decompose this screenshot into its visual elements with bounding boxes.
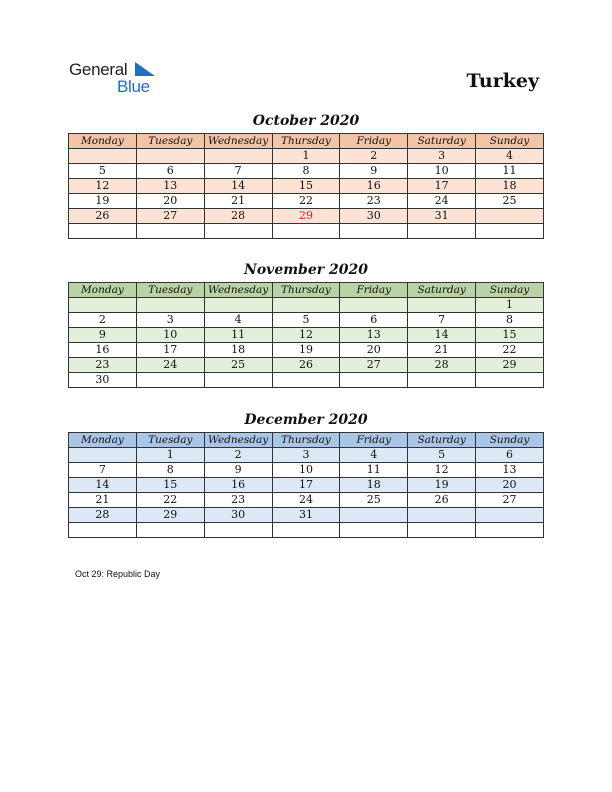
weekday-header: Saturday <box>408 283 476 298</box>
day-cell <box>204 224 272 239</box>
day-cell: 24 <box>272 493 340 508</box>
day-cell <box>136 523 204 538</box>
day-cell: 14 <box>69 478 137 493</box>
day-cell: 26 <box>408 493 476 508</box>
day-cell: 27 <box>340 358 408 373</box>
day-cell <box>340 224 408 239</box>
day-cell <box>272 523 340 538</box>
logo-triangle-icon <box>135 62 155 76</box>
day-cell: 31 <box>408 209 476 224</box>
day-cell: 5 <box>272 313 340 328</box>
week-row <box>69 373 544 388</box>
day-cell: 2 <box>69 313 137 328</box>
day-cell: 9 <box>69 328 137 343</box>
day-cell: 24 <box>136 358 204 373</box>
day-cell: 16 <box>204 478 272 493</box>
day-cell: 11 <box>476 164 544 179</box>
week-row <box>69 523 544 538</box>
logo-text-blue: Blue <box>117 77 150 96</box>
day-cell <box>340 523 408 538</box>
weekday-header: Tuesday <box>136 283 204 298</box>
day-cell: 3 <box>272 448 340 463</box>
day-cell <box>204 373 272 388</box>
day-cell <box>272 224 340 239</box>
day-cell <box>476 209 544 224</box>
day-cell: 22 <box>476 343 544 358</box>
weekday-header: Monday <box>69 433 137 448</box>
day-cell <box>69 523 137 538</box>
day-cell: 4 <box>204 313 272 328</box>
day-cell: 18 <box>340 478 408 493</box>
weekday-header-row <box>69 283 544 298</box>
weekday-header: Saturday <box>408 134 476 149</box>
generalblue-logo <box>69 60 159 96</box>
day-cell <box>204 298 272 313</box>
week-row <box>69 194 544 209</box>
weekday-header: Tuesday <box>136 433 204 448</box>
day-cell: 12 <box>272 328 340 343</box>
day-cell: 5 <box>408 448 476 463</box>
weekday-header: Tuesday <box>136 134 204 149</box>
day-cell: 10 <box>408 164 476 179</box>
weekday-header: Sunday <box>476 134 544 149</box>
day-cell: 9 <box>204 463 272 478</box>
day-cell: 31 <box>272 508 340 523</box>
weekday-header: Saturday <box>408 433 476 448</box>
day-cell <box>272 298 340 313</box>
weekday-header: Wednesday <box>204 283 272 298</box>
day-cell <box>272 373 340 388</box>
day-cell: 29 <box>136 508 204 523</box>
day-cell <box>408 224 476 239</box>
day-cell: 25 <box>476 194 544 209</box>
day-cell: 19 <box>272 343 340 358</box>
week-row <box>69 149 544 164</box>
week-row <box>69 463 544 478</box>
day-cell: 1 <box>272 149 340 164</box>
day-cell: 30 <box>340 209 408 224</box>
calendar-november <box>68 282 544 388</box>
day-cell: 17 <box>272 478 340 493</box>
day-cell: 13 <box>340 328 408 343</box>
week-row <box>69 343 544 358</box>
day-cell: 3 <box>136 313 204 328</box>
weekday-header-row <box>69 134 544 149</box>
day-cell: 16 <box>340 179 408 194</box>
week-row <box>69 164 544 179</box>
weekday-header: Monday <box>69 134 137 149</box>
day-cell: 2 <box>340 149 408 164</box>
weekday-header: Wednesday <box>204 134 272 149</box>
weekday-header: Friday <box>340 134 408 149</box>
day-cell: 12 <box>69 179 137 194</box>
day-cell: 15 <box>476 328 544 343</box>
day-cell: 10 <box>272 463 340 478</box>
calendar-december <box>68 432 544 538</box>
country-title: Turkey <box>466 70 539 92</box>
day-cell: 27 <box>476 493 544 508</box>
day-cell: 28 <box>204 209 272 224</box>
day-cell: 14 <box>408 328 476 343</box>
day-cell: 24 <box>408 194 476 209</box>
day-cell <box>340 298 408 313</box>
week-row <box>69 478 544 493</box>
day-cell <box>136 298 204 313</box>
day-cell: 22 <box>136 493 204 508</box>
week-row <box>69 313 544 328</box>
day-cell <box>69 149 137 164</box>
day-cell <box>136 373 204 388</box>
day-cell: 8 <box>272 164 340 179</box>
day-cell: 28 <box>408 358 476 373</box>
day-cell: 2 <box>204 448 272 463</box>
day-cell <box>476 224 544 239</box>
day-cell <box>476 508 544 523</box>
day-cell: 1 <box>476 298 544 313</box>
day-cell: 4 <box>476 149 544 164</box>
day-cell: 9 <box>340 164 408 179</box>
weekday-header: Friday <box>340 433 408 448</box>
weekday-header: Sunday <box>476 433 544 448</box>
day-cell: 17 <box>136 343 204 358</box>
day-cell: 7 <box>69 463 137 478</box>
week-row <box>69 298 544 313</box>
day-cell: 17 <box>408 179 476 194</box>
day-cell: 30 <box>204 508 272 523</box>
day-cell: 1 <box>136 448 204 463</box>
holiday-note: Oct 29: Republic Day <box>75 569 161 579</box>
day-cell: 6 <box>340 313 408 328</box>
week-row <box>69 224 544 239</box>
day-cell: 16 <box>69 343 137 358</box>
day-cell <box>476 373 544 388</box>
day-cell <box>408 373 476 388</box>
day-cell: 21 <box>204 194 272 209</box>
day-cell: 12 <box>408 463 476 478</box>
week-row <box>69 493 544 508</box>
day-cell: 18 <box>476 179 544 194</box>
week-row <box>69 448 544 463</box>
day-cell: 23 <box>69 358 137 373</box>
day-cell: 26 <box>272 358 340 373</box>
week-row <box>69 328 544 343</box>
day-cell: 7 <box>408 313 476 328</box>
day-cell: 23 <box>340 194 408 209</box>
day-cell <box>69 448 137 463</box>
day-cell: 21 <box>69 493 137 508</box>
day-cell: 20 <box>136 194 204 209</box>
day-cell: 15 <box>136 478 204 493</box>
day-cell: 19 <box>69 194 137 209</box>
day-cell: 8 <box>136 463 204 478</box>
day-cell: 8 <box>476 313 544 328</box>
day-cell: 18 <box>204 343 272 358</box>
day-cell: 22 <box>272 194 340 209</box>
day-cell: 20 <box>340 343 408 358</box>
day-cell: 6 <box>476 448 544 463</box>
day-cell: 26 <box>69 209 137 224</box>
day-cell: 30 <box>69 373 137 388</box>
day-cell <box>408 523 476 538</box>
day-cell <box>204 523 272 538</box>
day-cell <box>136 149 204 164</box>
day-cell: 25 <box>340 493 408 508</box>
weekday-header: Monday <box>69 283 137 298</box>
day-cell <box>476 523 544 538</box>
week-row <box>69 179 544 194</box>
logo-text-general: General <box>69 60 128 79</box>
day-cell <box>340 373 408 388</box>
day-cell: 13 <box>136 179 204 194</box>
weekday-header: Friday <box>340 283 408 298</box>
day-cell: 13 <box>476 463 544 478</box>
day-cell: 14 <box>204 179 272 194</box>
week-row <box>69 508 544 523</box>
day-cell: 29 <box>476 358 544 373</box>
day-cell: 11 <box>340 463 408 478</box>
calendar-october <box>68 133 544 239</box>
day-cell: 19 <box>408 478 476 493</box>
day-cell: 5 <box>69 164 137 179</box>
holiday-day-cell: 29 <box>272 209 340 224</box>
month-title: October 2020 <box>252 113 360 129</box>
weekday-header: Wednesday <box>204 433 272 448</box>
weekday-header: Thursday <box>272 433 340 448</box>
day-cell: 27 <box>136 209 204 224</box>
day-cell: 10 <box>136 328 204 343</box>
month-title: November 2020 <box>244 262 368 278</box>
day-cell: 21 <box>408 343 476 358</box>
day-cell: 4 <box>340 448 408 463</box>
day-cell: 7 <box>204 164 272 179</box>
day-cell <box>136 224 204 239</box>
day-cell <box>408 508 476 523</box>
day-cell: 15 <box>272 179 340 194</box>
day-cell: 23 <box>204 493 272 508</box>
day-cell <box>69 224 137 239</box>
week-row <box>69 209 544 224</box>
month-title: December 2020 <box>244 412 368 428</box>
day-cell: 3 <box>408 149 476 164</box>
day-cell <box>69 298 137 313</box>
day-cell <box>408 298 476 313</box>
day-cell: 11 <box>204 328 272 343</box>
day-cell <box>340 508 408 523</box>
day-cell: 6 <box>136 164 204 179</box>
weekday-header: Thursday <box>272 283 340 298</box>
week-row <box>69 358 544 373</box>
weekday-header: Sunday <box>476 283 544 298</box>
day-cell: 28 <box>69 508 137 523</box>
day-cell <box>204 149 272 164</box>
day-cell: 20 <box>476 478 544 493</box>
weekday-header: Thursday <box>272 134 340 149</box>
day-cell: 25 <box>204 358 272 373</box>
weekday-header-row <box>69 433 544 448</box>
